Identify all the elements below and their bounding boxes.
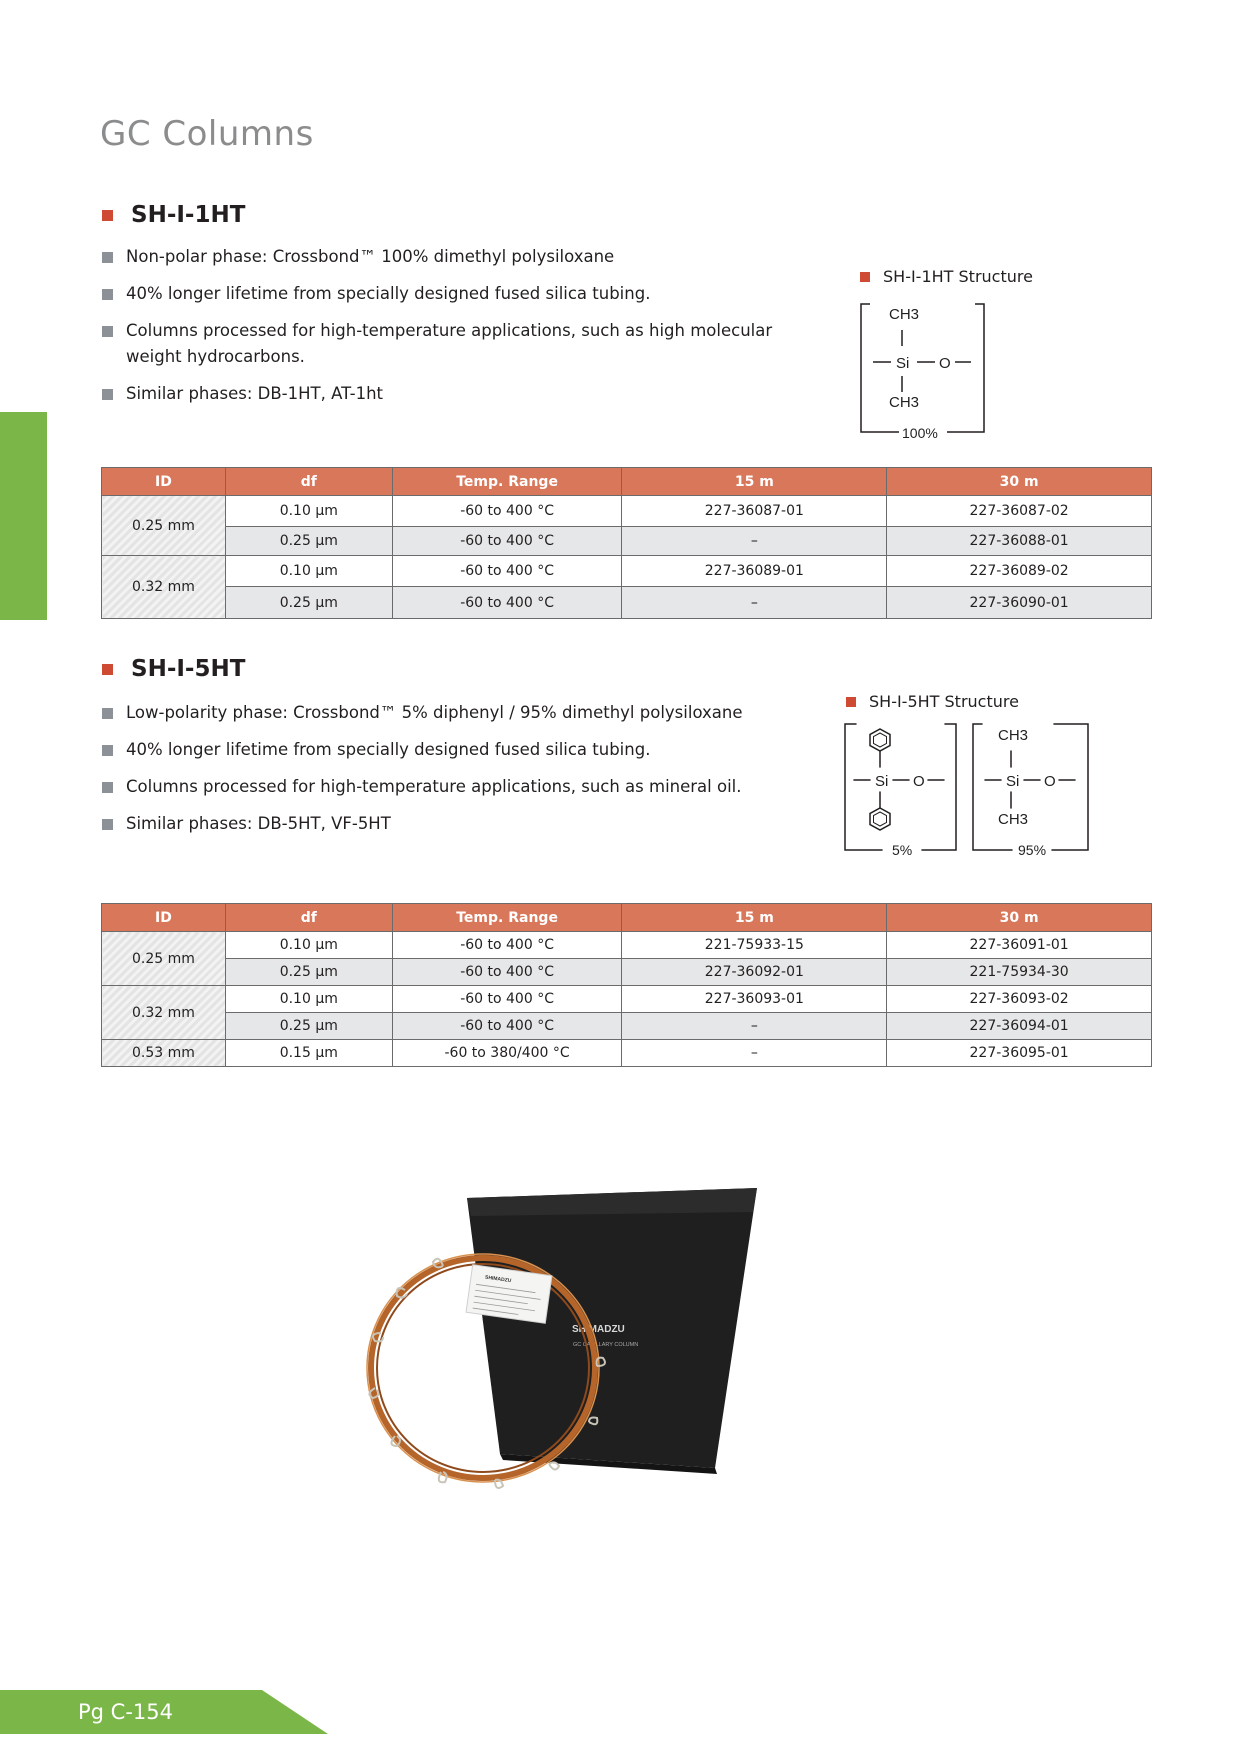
percent-left-text: 5% (892, 842, 913, 858)
column-header-temp-range: Temp. Range (392, 904, 622, 932)
gray-square-bullet-icon (102, 782, 113, 793)
table-cell: 227-36090-01 (887, 587, 1152, 619)
percent-right-text: 95% (1018, 842, 1047, 858)
column-header-df: df (225, 468, 392, 496)
list-item: Similar phases: DB-1HT, AT-1ht (102, 381, 802, 407)
structure-diagram-sh-i-5ht (842, 722, 1102, 862)
table-cell: 221-75934-30 (887, 959, 1152, 986)
table-header-row (102, 904, 1152, 932)
section-heading-text: SH-I-1HT (131, 202, 246, 228)
table-row (102, 527, 1152, 556)
table-cell: 227-36089-02 (887, 556, 1152, 587)
table-cell: 227-36088-01 (887, 527, 1152, 556)
table-cell: 0.15 µm (225, 1040, 392, 1067)
table-cell: 227-36087-02 (887, 496, 1152, 527)
id-cell: 0.25 mm (102, 496, 226, 556)
ch3-top-text: CH3 (998, 727, 1029, 744)
table-cell: 0.10 µm (225, 556, 392, 587)
table-header-row (102, 468, 1152, 496)
table-cell: -60 to 400 °C (392, 496, 622, 527)
section-heading-sh-i-5ht (102, 656, 245, 682)
table-row (102, 556, 1152, 587)
table-cell: -60 to 400 °C (392, 986, 622, 1013)
table-cell: 0.10 µm (225, 496, 392, 527)
table-cell: 0.10 µm (225, 986, 392, 1013)
list-item: 40% longer lifetime from specially designed fused silica tubing. (102, 281, 802, 307)
o-text: O (939, 355, 951, 372)
list-item: Non-polar phase: Crossbond™ 100% dimethyl polysiloxane (102, 244, 802, 270)
table-cell: 227-36095-01 (887, 1040, 1152, 1067)
table-cell: 227-36093-01 (622, 986, 887, 1013)
ch3-top-text: CH3 (889, 306, 920, 323)
table-cell: -60 to 380/400 °C (392, 1040, 622, 1067)
table-cell: – (622, 587, 887, 619)
structure-label-sh-i-1ht: SH-I-1HT Structure (860, 267, 1033, 286)
table-cell: 0.25 µm (225, 527, 392, 556)
o-text: O (913, 773, 925, 790)
column-header-15m: 15 m (622, 468, 887, 496)
table-row (102, 1013, 1152, 1040)
list-item: Columns processed for high-temperature applications, such as high molecular weight hydrocarbons. (102, 318, 802, 370)
side-tab-marker (0, 412, 47, 620)
structure-diagram-sh-i-1ht (858, 300, 988, 440)
list-item: 40% longer lifetime from specially designed fused silica tubing. (102, 737, 802, 763)
table-row (102, 932, 1152, 959)
list-item: Columns processed for high-temperature applications, such as mineral oil. (102, 774, 802, 800)
column-header-30m: 30 m (887, 468, 1152, 496)
table-cell: -60 to 400 °C (392, 556, 622, 587)
box-subtitle-text: GC CAPILLARY COLUMN (573, 1342, 639, 1348)
table-cell: 0.25 µm (225, 959, 392, 986)
table-cell: – (622, 1040, 887, 1067)
table-row (102, 587, 1152, 619)
id-cell: 0.53 mm (102, 1040, 226, 1067)
table-row (102, 986, 1152, 1013)
feature-list-sh-i-5ht (102, 700, 802, 848)
table-cell: -60 to 400 °C (392, 959, 622, 986)
tag-brand-text: SHIMADZU (484, 1274, 512, 1285)
list-item: Similar phases: DB-5HT, VF-5HT (102, 811, 802, 837)
page-title: GC Columns (100, 114, 314, 154)
section-heading-text: SH-I-5HT (131, 656, 246, 682)
column-table-sh-i-5ht (101, 903, 1152, 1067)
table-row (102, 1040, 1152, 1067)
si-text: Si (1006, 773, 1020, 790)
product-photo (345, 1188, 785, 1528)
id-cell: 0.32 mm (102, 556, 226, 619)
o-text: O (1044, 773, 1056, 790)
table-cell: 0.10 µm (225, 932, 392, 959)
section-heading-sh-i-1ht (102, 202, 245, 228)
gray-square-bullet-icon (102, 708, 113, 719)
gray-square-bullet-icon (102, 326, 113, 337)
column-header-15m: 15 m (622, 904, 887, 932)
column-header-temp-range: Temp. Range (392, 468, 622, 496)
table-cell: -60 to 400 °C (392, 932, 622, 959)
table-cell: 221-75933-15 (622, 932, 887, 959)
ch3-bottom-text: CH3 (998, 811, 1029, 828)
table-row (102, 959, 1152, 986)
percent-text: 100% (902, 425, 938, 440)
list-item: Low-polarity phase: Crossbond™ 5% diphenyl / 95% dimethyl polysiloxane (102, 700, 802, 726)
gray-square-bullet-icon (102, 745, 113, 756)
column-header-30m: 30 m (887, 904, 1152, 932)
page-number: Pg C-154 (78, 1700, 173, 1724)
column-table-sh-i-1ht (101, 467, 1152, 619)
red-square-icon (102, 664, 113, 675)
gray-square-bullet-icon (102, 819, 113, 830)
table-cell: – (622, 527, 887, 556)
column-header-id: ID (102, 904, 226, 932)
table-cell: 0.25 µm (225, 1013, 392, 1040)
table-row (102, 496, 1152, 527)
si-text: Si (896, 355, 910, 372)
gray-square-bullet-icon (102, 389, 113, 400)
red-square-icon (860, 272, 870, 282)
id-cell: 0.25 mm (102, 932, 226, 986)
structure-label-sh-i-5ht: SH-I-5HT Structure (846, 692, 1019, 711)
table-cell: 0.25 µm (225, 587, 392, 619)
gray-square-bullet-icon (102, 289, 113, 300)
table-cell: 227-36092-01 (622, 959, 887, 986)
table-cell: 227-36089-01 (622, 556, 887, 587)
table-cell: 227-36091-01 (887, 932, 1152, 959)
table-cell: -60 to 400 °C (392, 1013, 622, 1040)
table-cell: 227-36087-01 (622, 496, 887, 527)
id-cell: 0.32 mm (102, 986, 226, 1040)
si-text: Si (875, 773, 889, 790)
column-header-df: df (225, 904, 392, 932)
feature-list-sh-i-1ht (102, 244, 802, 418)
box-brand-text: SHIMADZU (572, 1324, 625, 1335)
table-cell: 227-36093-02 (887, 986, 1152, 1013)
table-cell: -60 to 400 °C (392, 527, 622, 556)
ch3-bottom-text: CH3 (889, 394, 920, 411)
red-square-icon (846, 697, 856, 707)
table-cell: -60 to 400 °C (392, 587, 622, 619)
column-header-id: ID (102, 468, 226, 496)
table-cell: – (622, 1013, 887, 1040)
red-square-icon (102, 210, 113, 221)
gray-square-bullet-icon (102, 252, 113, 263)
table-cell: 227-36094-01 (887, 1013, 1152, 1040)
